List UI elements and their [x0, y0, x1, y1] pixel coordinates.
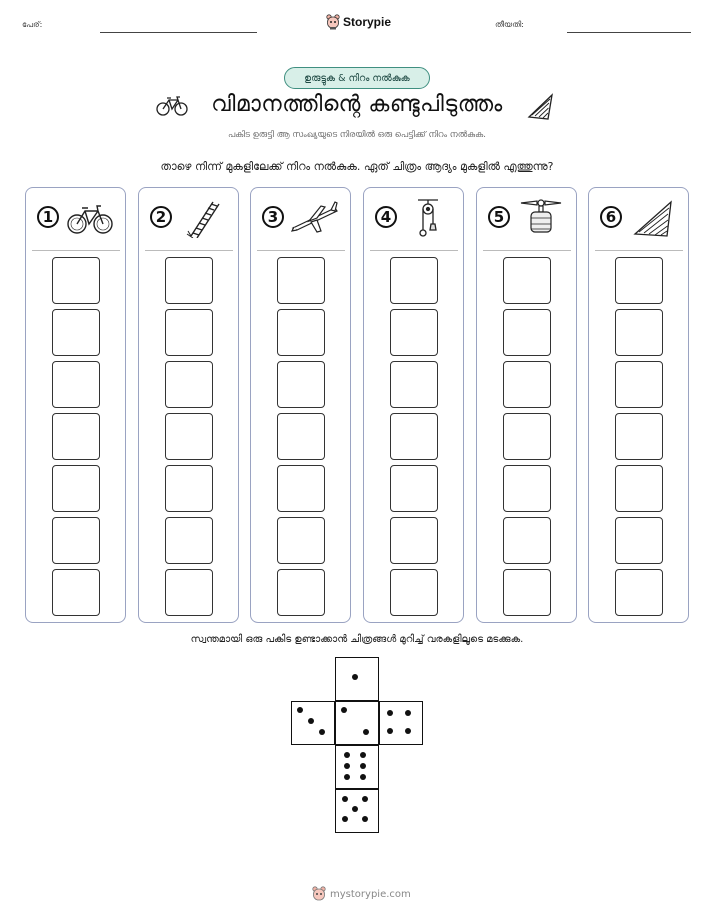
color-box[interactable]: [615, 465, 663, 512]
color-box[interactable]: [277, 257, 325, 304]
dice-pip: [297, 707, 303, 713]
dice-pip: [352, 806, 358, 812]
subtitle: പകിട ഉരുട്ടി ആ സംഖ്യയുടെ നിരയിൽ ഒരു പെട്ടിക്ക് നിറം നൽകുക.: [228, 130, 486, 140]
dice-face-5[interactable]: [335, 789, 379, 833]
dice-face-3[interactable]: [291, 701, 335, 745]
color-box[interactable]: [52, 361, 100, 408]
color-box[interactable]: [390, 465, 438, 512]
date-label: തീയതി:: [495, 20, 524, 29]
dice-pip: [363, 729, 369, 735]
name-label: പേര്:: [22, 20, 43, 29]
dice-pip: [387, 728, 393, 734]
dice-pip: [308, 718, 314, 724]
color-box[interactable]: [615, 517, 663, 564]
column-number: 6: [600, 206, 622, 228]
color-box[interactable]: [277, 413, 325, 460]
color-box[interactable]: [503, 569, 551, 616]
airplane-icon: [291, 198, 339, 238]
footer: [312, 886, 411, 902]
color-box[interactable]: [390, 257, 438, 304]
activity-tag: [284, 67, 430, 89]
glider-wing-icon: [629, 198, 677, 238]
color-box[interactable]: [52, 465, 100, 512]
color-box[interactable]: [503, 413, 551, 460]
mascot-icon: [312, 886, 326, 902]
dice-pip: [362, 796, 368, 802]
dice-pip: [360, 774, 366, 780]
dice-pip: [405, 728, 411, 734]
column-3: [250, 187, 351, 623]
color-box[interactable]: [503, 517, 551, 564]
color-box[interactable]: [165, 413, 213, 460]
dice-pip: [344, 763, 350, 769]
dice-pip: [344, 774, 350, 780]
column-divider: [145, 250, 233, 251]
dice-pip: [342, 816, 348, 822]
name-line[interactable]: [100, 32, 257, 33]
pulley-icon: [404, 198, 452, 238]
color-box[interactable]: [277, 465, 325, 512]
dice-face-1[interactable]: [335, 657, 379, 701]
color-box[interactable]: [52, 569, 100, 616]
color-box[interactable]: [165, 517, 213, 564]
column-number: 3: [262, 206, 284, 228]
color-box[interactable]: [165, 309, 213, 356]
column-divider: [595, 250, 683, 251]
color-box[interactable]: [503, 361, 551, 408]
dice-pip: [344, 752, 350, 758]
column-divider: [370, 250, 458, 251]
rope-icon: [179, 198, 227, 238]
dice-face-6[interactable]: [335, 745, 379, 789]
glider-wing-icon: [526, 91, 556, 121]
color-box[interactable]: [503, 309, 551, 356]
color-box[interactable]: [52, 413, 100, 460]
color-box[interactable]: [390, 569, 438, 616]
dice-face-4[interactable]: [379, 701, 423, 745]
dice-pip: [342, 796, 348, 802]
brand-logo: [326, 14, 391, 30]
dice-pip: [405, 710, 411, 716]
dice-pip: [341, 707, 347, 713]
dice-pip: [319, 729, 325, 735]
column-divider: [483, 250, 571, 251]
instruction: താഴെ നിന്ന് മുകളിലേക്ക് നിറം നൽകുക. ഏത് ചിത്രം ആദ്യം മുകളിൽ എത്തുന്നു?: [160, 160, 554, 173]
color-box[interactable]: [615, 309, 663, 356]
mascot-icon: [326, 14, 340, 30]
color-box[interactable]: [503, 465, 551, 512]
color-box[interactable]: [277, 361, 325, 408]
dice-face-2[interactable]: [335, 701, 379, 745]
color-box[interactable]: [615, 413, 663, 460]
column-divider: [32, 250, 120, 251]
bicycle-icon: [66, 198, 114, 238]
color-box[interactable]: [390, 361, 438, 408]
color-box[interactable]: [390, 413, 438, 460]
color-box[interactable]: [52, 517, 100, 564]
activity-tag-label: ഉരുട്ടുക & നിറം നൽകുക: [304, 72, 410, 84]
color-box[interactable]: [165, 361, 213, 408]
page-title: വിമാനത്തിന്റെ കണ്ടുപിടുത്തം: [211, 92, 503, 117]
color-box[interactable]: [390, 517, 438, 564]
color-box[interactable]: [165, 465, 213, 512]
color-box[interactable]: [615, 257, 663, 304]
dice-pip: [362, 816, 368, 822]
color-box[interactable]: [503, 257, 551, 304]
brand-name: Storypie: [343, 15, 392, 29]
color-box[interactable]: [277, 309, 325, 356]
color-box[interactable]: [390, 309, 438, 356]
color-box[interactable]: [52, 257, 100, 304]
color-box[interactable]: [165, 257, 213, 304]
footer-url[interactable]: mystorypie.com: [330, 888, 411, 900]
color-box[interactable]: [52, 309, 100, 356]
column-number: 1: [37, 206, 59, 228]
column-divider: [257, 250, 345, 251]
column-1: [25, 187, 126, 623]
column-4: [363, 187, 464, 623]
column-6: [588, 187, 689, 623]
dice-pip: [360, 763, 366, 769]
dice-pip: [387, 710, 393, 716]
column-5: [476, 187, 577, 623]
column-number: 2: [150, 206, 172, 228]
date-line[interactable]: [567, 32, 691, 33]
column-number: 5: [488, 206, 510, 228]
color-box[interactable]: [277, 517, 325, 564]
column-number: 4: [375, 206, 397, 228]
column-2: [138, 187, 239, 623]
propeller-engine-icon: [517, 198, 565, 238]
make-dice-instruction: സ്വന്തമായി ഒരു പകിട ഉണ്ടാക്കാൻ ചിത്രങ്ങൾ മുറിച്ച് വരകളിലൂടെ മടക്കുക.: [190, 634, 524, 645]
color-box[interactable]: [615, 361, 663, 408]
color-box[interactable]: [165, 569, 213, 616]
color-box[interactable]: [615, 569, 663, 616]
dice-pip: [360, 752, 366, 758]
dice-pip: [352, 674, 358, 680]
color-box[interactable]: [277, 569, 325, 616]
